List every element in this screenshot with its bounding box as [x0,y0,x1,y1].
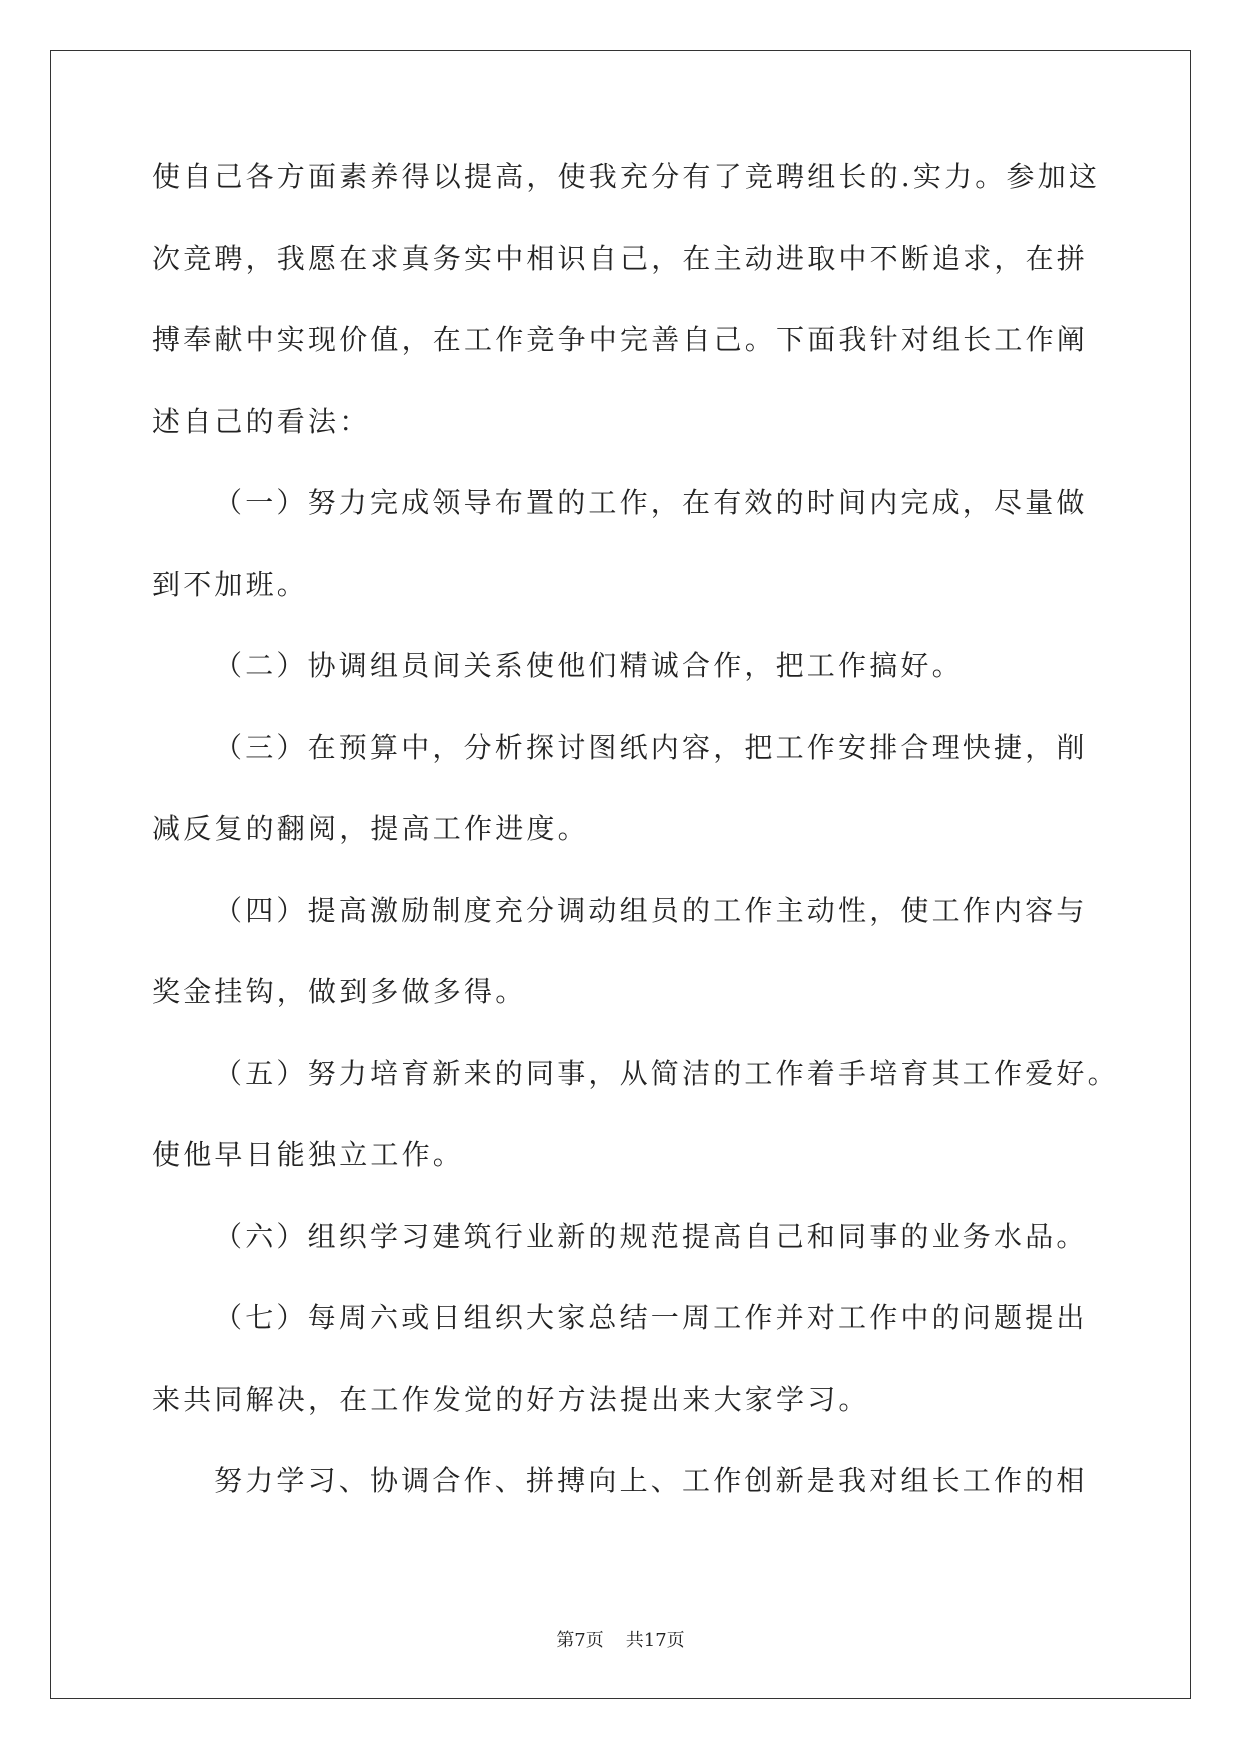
page-number-current: 第7页 [556,1630,604,1651]
text-line: 减反复的翻阅，提高工作进度。 [152,812,589,845]
document-body [152,157,1119,1543]
list-item-5: （五）努力培育新来的同事，从简洁的工作着手培育其工作爱好。 [214,1056,1119,1090]
text-line: 来共同解决，在工作发觉的好方法提出来大家学习。 [152,1382,870,1416]
text-line: 述自己的看法： [152,404,371,438]
text-line: 奖金挂钩，做到多做多得。 [152,975,527,1008]
text-line: 次竞聘，我愿在求真务实中相识自己，在主动进取中不断追求，在拼 [152,241,1089,275]
text-line: 搏奉献中实现价值，在工作竞争中完善自己。下面我针对组长工作阐 [152,323,1089,356]
list-item-1: （一）努力完成领导布置的工作，在有效的时间内完成，尽量做 [214,486,1088,519]
list-item-2: （二）协调组员间关系使他们精诚合作，把工作搞好。 [214,649,963,682]
list-item-4: （四）提高激励制度充分调动组员的工作主动性，使工作内容与 [214,893,1088,927]
list-item-6: （六）组织学习建筑行业新的规范提高自己和同事的业务水品。 [214,1219,1088,1253]
page-footer [0,1626,1241,1652]
page-number-total: 共17页 [625,1630,685,1651]
list-item-3: （三）在预算中，分析探讨图纸内容，把工作安排合理快捷，削 [214,730,1088,764]
text-line: 到不加班。 [152,567,309,601]
text-line: 使自己各方面素养得以提高，使我充分有了竞聘组长的.实力。参加这 [152,160,1101,193]
list-item-7: （七）每周六或日组织大家总结一周工作并对工作中的问题提出 [214,1301,1088,1334]
text-line: 使他早日能独立工作。 [152,1138,465,1171]
closing-paragraph: 努力学习、协调合作、拼搏向上、工作创新是我对组长工作的相 [214,1464,1088,1497]
